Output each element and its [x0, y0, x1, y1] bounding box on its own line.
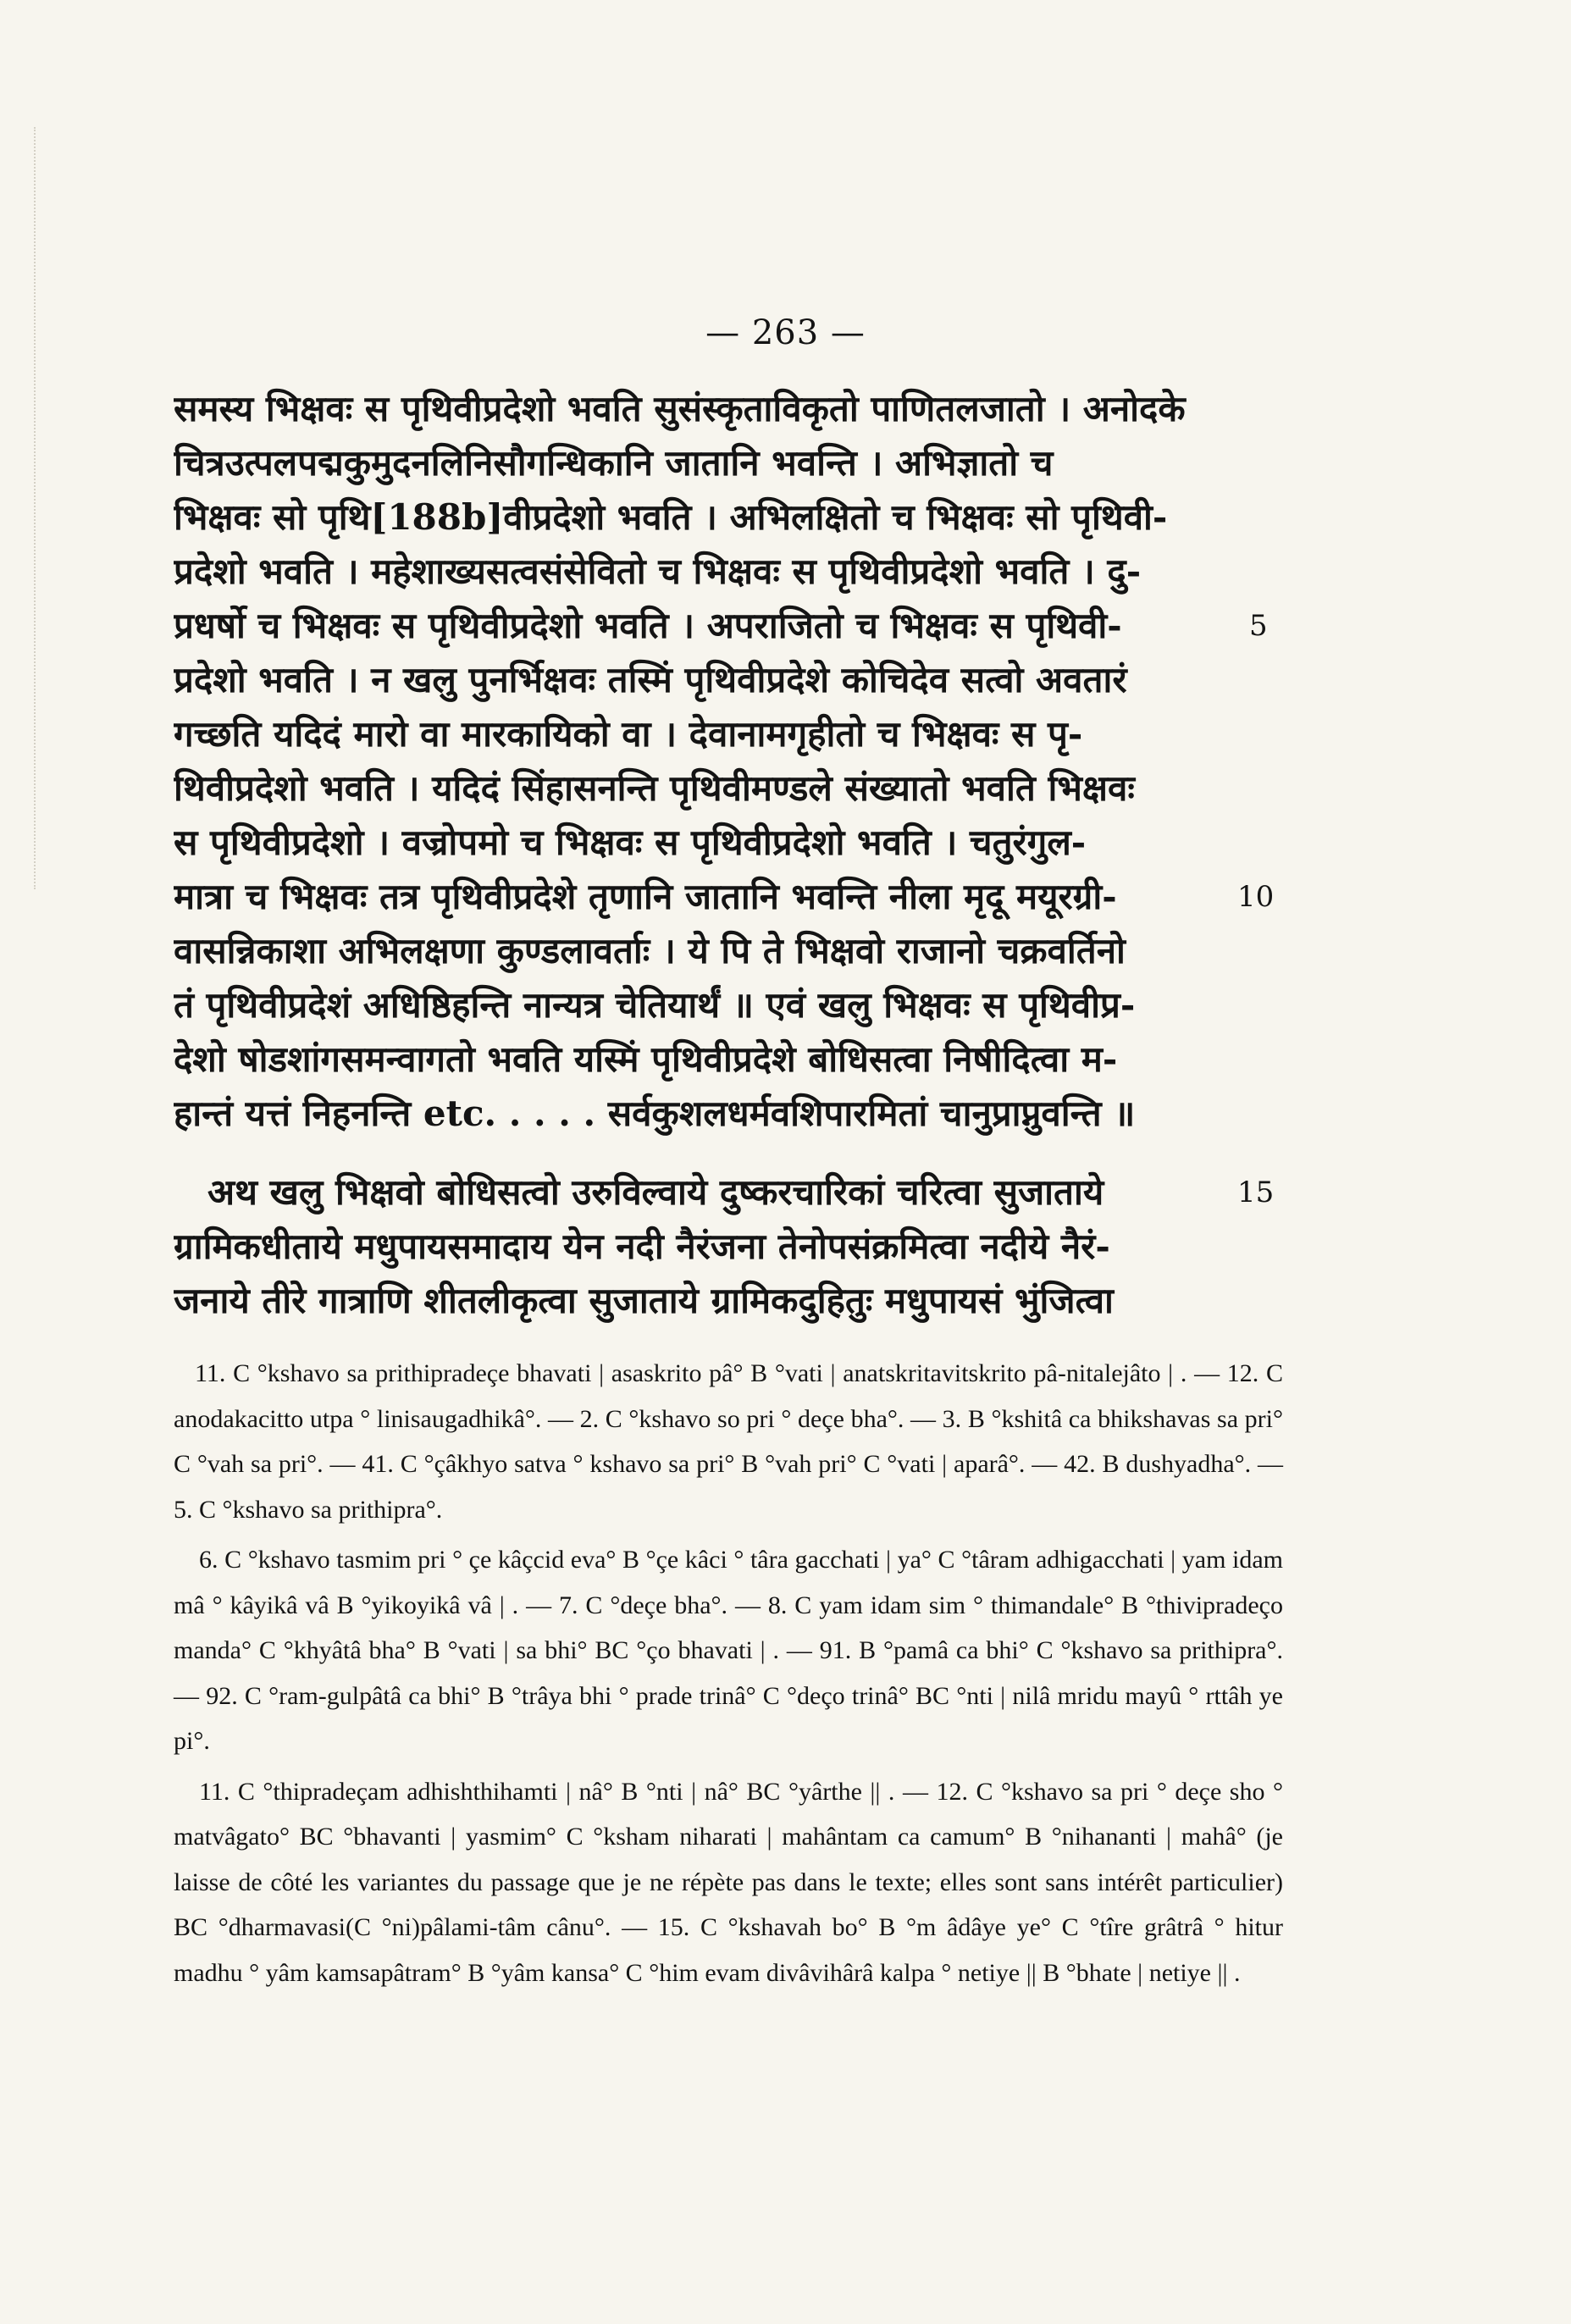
second-paragraph-line: अथ खलु भिक्षवो बोधिसत्वो उरुविल्वाये दुष्करचारिकां चरित्वा सुजाताये [207, 1171, 1104, 1213]
scan-edge-marks [34, 127, 51, 889]
footnote-paragraph: 11. C °thipradeçam adhishthihamti | nâ° B °nti | nâ° BC °yârthe || . — 12. C °kshavo sa pri ° deçe sho ° matvâgato° BC °bhavanti | yasmim° C °ksham niharati | mahântam ca camum° B °nihananti | mahâ° (je laisse de côté les variantes du passage que je ne répète pas dans le texte; elles sont sans intérêt particulier) BC °dharmavasi(C °ni)pâlami-tâm cânu°. — 15. C °kshavah bo° B °m âdâye ye° C °tîre grâtrâ ° hitur madhu ° yâm kamsapâtram° B °yâm kansa° C °him evam divâvihârâ kalpa ° netiye || B °bhate | netiye || . [174, 1777, 1283, 1987]
main-text-line: स पृथिवीप्रदेशो । वज्रोपमो च भिक्षवः स पृथिवीप्रदेशो भवति । चतुरंगुल- [174, 822, 1087, 863]
main-text-line: थिवीप्रदेशो भवति । यदिदं सिंहासनन्ति पृथिवीमण्डले संख्यातो भवति भिक्षवः [174, 767, 1135, 809]
page-number: — 263 — [705, 313, 866, 352]
line-number: 5 [1249, 609, 1268, 643]
main-text-line: प्रदेशो भवति । न खलु पुनर्भिक्षवः तस्मिं पृथिवीप्रदेशे कोचिदेव सत्वो अवतारं [174, 659, 1127, 700]
main-text-line: वासन्निकाशा अभिलक्षणा कुण्डलावर्ताः । ये पि ते भिक्षवो राजानो चक्रवर्तिनो [174, 930, 1126, 971]
main-text-line: भिक्षवः सो पृथि[188b]वीप्रदेशो भवति । अभिलक्षितो च भिक्षवः सो पृथिवी- [174, 496, 1168, 538]
footnote-paragraph: 11. C °kshavo sa prithipradeçe bhavati | asaskrito pâ° B °vati | anatskritavitskrito pâ-nitalejâto | . — 12. C anodakacitto utpa ° linisaugadhikâ°. — 2. C °kshavo so pri ° deçe bha°. — 3. B °kshitâ ca bhikshavas sa pri° C °vah sa pri°. — 41. C °çâkhyo satva ° kshavo sa pri° B °vah pri° C °vati | aparâ°. — 42. B dushyadha°. — 5. C °kshavo sa prithipra°. [174, 1359, 1283, 1524]
second-paragraph-line: जनाये तीरे गात्राणि शीतलीकृत्वा सुजाताये ग्रामिकदुहितुः मधुपायसं भुंजित्वा [174, 1280, 1114, 1321]
main-text-line: प्रदेशो भवति । महेशाख्यसत्वसंसेवितो च भिक्षवः स पृथिवीप्रदेशो भवति । दु- [174, 551, 1142, 592]
footnote-paragraph: 6. C °kshavo tasmim pri ° çe kâçcid eva° B °çe kâci ° târa gacchati | ya° C °târam adhigacchati | yam idam mâ ° kâyikâ vâ B °yikoyikâ vâ | . — 7. C °deçe bha°. — 8. C yam idam sim ° thimandale° B °thivipradeço manda° C °khyâtâ bha° B °vati | sa bhi° BC °ço bhavati | . — 91. B °pamâ ca bhi° C °kshavo sa prithipra°. — 92. C °ram-gulpâtâ ca bhi° B °trâya bhi ° prade trinâ° C °deço trinâ° BC °nti | nilâ mridu mayû ° rttâh ye pi°. [174, 1546, 1283, 1755]
main-text-line: प्रधर्षो च भिक्षवः स पृथिवीप्रदेशो भवति । अपराजितो च भिक्षवः स पृथिवी- [174, 605, 1122, 646]
line-number: 15 [1237, 1176, 1275, 1209]
main-text-line: गच्छति यदिदं मारो वा मारकायिको वा । देवानामगृहीतो च भिक्षवः स पृ- [174, 713, 1083, 755]
main-text-line: समस्य भिक्षवः स पृथिवीप्रदेशो भवति सुसंस्कृताविकृतो पाणितलजातो । अनोदके [174, 388, 1186, 429]
main-text-line: तं पृथिवीप्रदेशं अधिष्ठिहन्ति नान्यत्र चेतियार्थं ॥ एवं खलु भिक्षवः स पृथिवीप्र- [174, 984, 1136, 1026]
main-text-line: चित्रउत्पलपद्मकुमुदनलिनिसौगन्धिकानि जातानि भवन्ति । अभिज्ञातो च [174, 442, 1054, 484]
footnotes [174, 1351, 1283, 2000]
line-number: 10 [1237, 880, 1275, 914]
second-paragraph-line: ग्रामिकधीताये मधुपायसमादाय येन नदी नैरंजना तेनोपसंक्रमित्वा नदीये नैरं- [174, 1226, 1110, 1267]
main-text-line: मात्रा च भिक्षवः तत्र पृथिवीप्रदेशे तृणानि जातानि भवन्ति नीला मृदू मयूरग्री- [174, 876, 1117, 917]
main-text-line: हान्तं यत्तं निहनन्ति etc. . . . . सर्वकुशलधर्मवशिपारमितां चानुप्राप्नुवन्ति ॥ [174, 1093, 1136, 1134]
main-text-line: देशो षोडशांगसमन्वागतो भवति यस्मिं पृथिवीप्रदेशे बोधिसत्वा निषीदित्वा म- [174, 1038, 1118, 1080]
